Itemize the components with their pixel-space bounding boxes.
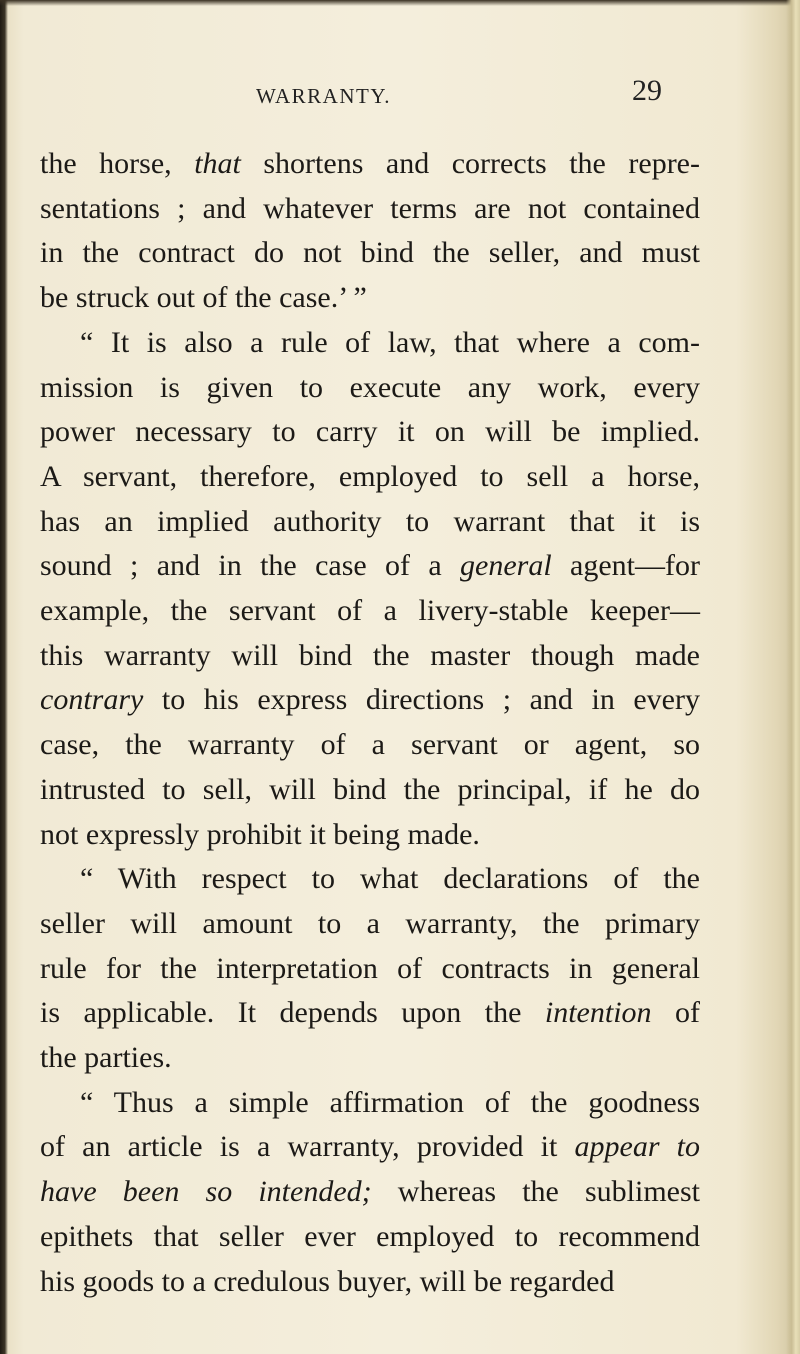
paragraph xyxy=(40,321,700,857)
text-line: case, the warranty of a servant or agent, so xyxy=(40,728,700,762)
text-line: power necessary to carry it on will be implied. xyxy=(40,415,700,449)
text-line: A servant, therefore, employed to sell a horse, xyxy=(40,459,700,493)
italic-text: appear to xyxy=(574,1130,701,1164)
italic-text: general xyxy=(460,549,552,583)
italic-text: have been so intended; xyxy=(40,1175,372,1209)
text-line: be struck out of the case.’ ” xyxy=(40,281,367,315)
text-line: sentations ; and whatever terms are not contained xyxy=(40,191,700,225)
text-line: the parties. xyxy=(40,1041,172,1075)
text-line: not expressly prohibit it being made. xyxy=(40,817,480,851)
text-line: seller will amount to a warranty, the primary xyxy=(40,906,700,940)
paragraph xyxy=(40,142,700,321)
text-line: example, the servant of a livery-stable keeper— xyxy=(40,594,700,628)
text-line: mission is given to execute any work, every xyxy=(40,370,700,404)
text-line: this warranty will bind the master though made xyxy=(40,638,700,672)
paragraph xyxy=(40,1081,700,1305)
text-line: sound ; and in the case of a general agent—for xyxy=(40,549,700,583)
text-line: “ With respect to what declarations of the xyxy=(80,862,700,896)
text-line: “ It is also a rule of law, that where a com- xyxy=(80,325,700,359)
text-line: “ Thus a simple affirmation of the goodness xyxy=(80,1085,700,1119)
page-number: 29 xyxy=(632,74,662,107)
text-line: the horse, that shortens and corrects the repre- xyxy=(40,147,700,180)
page-header xyxy=(0,72,800,112)
paragraph xyxy=(40,857,700,1081)
text-line: has an implied authority to warrant that it is xyxy=(40,504,700,538)
page-gutter-shadow xyxy=(0,0,8,1354)
italic-text: contrary xyxy=(40,683,144,717)
body-text xyxy=(40,142,700,1304)
text-line: is applicable. It depends upon the intention of xyxy=(40,996,700,1030)
text-line: of an article is a warranty, provided it appear to xyxy=(40,1130,701,1164)
text-line: contrary to his express directions ; and in every xyxy=(40,683,700,717)
text-line: his goods to a credulous buyer, will be regarded xyxy=(40,1264,615,1298)
text-line: epithets that seller ever employed to recommend xyxy=(40,1219,700,1253)
text-line: in the contract do not bind the seller, and must xyxy=(40,236,700,270)
running-head: WARRANTY. xyxy=(256,84,392,108)
text-line: rule for the interpretation of contracts in general xyxy=(40,951,700,985)
text-line: have been so intended; whereas the sublimest xyxy=(40,1175,701,1209)
italic-text: that xyxy=(194,147,241,180)
page-edge xyxy=(786,0,800,1354)
italic-text: intention xyxy=(544,996,652,1030)
text-line: intrusted to sell, will bind the principal, if he do xyxy=(40,772,700,806)
page-top-shadow xyxy=(0,0,800,6)
